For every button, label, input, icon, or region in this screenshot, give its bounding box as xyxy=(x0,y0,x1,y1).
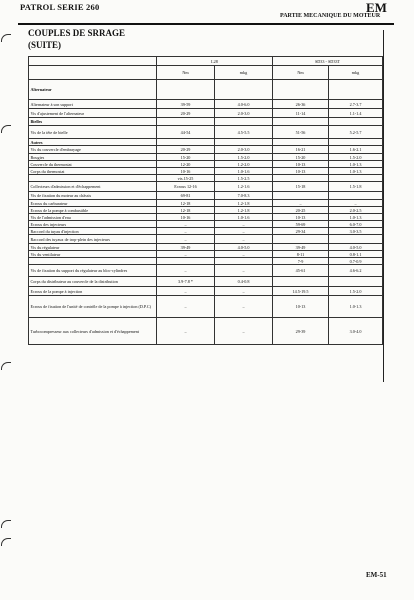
binder-ring-mark xyxy=(1,520,11,528)
torque-value: 10-16 xyxy=(157,168,215,175)
torque-value: – xyxy=(215,228,273,235)
torque-value: 2.0-2.5 xyxy=(329,207,383,214)
torque-value: 1.2-1.6 xyxy=(215,182,273,192)
torque-value: – xyxy=(157,251,215,258)
torque-value: – xyxy=(215,235,273,244)
table-row xyxy=(29,221,383,228)
torque-value: 1.0-1.6 xyxy=(215,168,273,175)
torque-value: 1.5-2.0 xyxy=(329,154,383,161)
row-label: Ecrous de la pompe à injection xyxy=(29,287,157,296)
table-row xyxy=(29,154,383,161)
torque-value: 69-81 xyxy=(157,192,215,200)
torque-value: 15-18 xyxy=(273,182,329,192)
table-row xyxy=(29,258,383,265)
row-label: Alternateur xyxy=(29,80,157,100)
torque-value: 7.0-8.3 xyxy=(215,192,273,200)
torque-value xyxy=(157,139,215,146)
row-label: Vis du régulateur xyxy=(29,244,157,251)
torque-value: 15-20 xyxy=(273,154,329,161)
margin-line xyxy=(383,30,384,382)
torque-value: 3.9-7.8 * xyxy=(157,277,215,287)
torque-value: 4.6-6.2 xyxy=(329,265,383,277)
torque-value xyxy=(329,277,383,287)
table-row xyxy=(29,277,383,287)
torque-value: – xyxy=(157,318,215,345)
torque-value: 20-25 xyxy=(273,207,329,214)
section-code: EM xyxy=(366,0,387,15)
torque-value: 29-34 xyxy=(273,228,329,235)
page-title: COUPLES DE SRRAGE xyxy=(28,28,126,38)
torque-value: 12-20 xyxy=(157,161,215,168)
torque-value: 2.7-3.7 xyxy=(329,100,383,109)
torque-value: 45-61 xyxy=(273,265,329,277)
torque-value: 15-20 xyxy=(157,154,215,161)
torque-value xyxy=(273,277,329,287)
row-label: Turbocompresseur aux collecteurs d'admission et d'échappement xyxy=(29,318,157,345)
torque-value xyxy=(215,258,273,265)
table-row xyxy=(29,207,383,214)
torque-value: 1.2-1.8 xyxy=(215,200,273,207)
torque-value: 4.5-5.5 xyxy=(215,126,273,139)
torque-value: 26-36 xyxy=(273,100,329,109)
torque-value xyxy=(273,192,329,200)
torque-value: 1.5-2.5 xyxy=(215,175,273,182)
torque-value: 14.5-19.5 xyxy=(273,287,329,296)
torque-table xyxy=(28,56,383,345)
row-label: Autres xyxy=(29,139,157,146)
table-category-row xyxy=(29,80,383,100)
row-label: Ecrous de la pompe à combustible xyxy=(29,207,157,214)
group-header-sd33: SD33 - SD33T xyxy=(273,57,383,66)
torque-value xyxy=(157,258,215,265)
torque-value xyxy=(329,235,383,244)
row-label: Vis de la tête de bielle xyxy=(29,126,157,139)
torque-value: 44-54 xyxy=(157,126,215,139)
torque-value: 1.0-1.6 xyxy=(215,214,273,221)
row-label: Ecrous des injecteurs xyxy=(29,221,157,228)
table-row xyxy=(29,265,383,277)
torque-value xyxy=(329,192,383,200)
row-label: Vis d'ajustement de l'alternateur xyxy=(29,109,157,118)
torque-value xyxy=(157,80,215,100)
torque-value: 10-13 xyxy=(273,161,329,168)
table-row xyxy=(29,235,383,244)
table-category-row xyxy=(29,118,383,126)
torque-value: – xyxy=(157,221,215,228)
row-label: Raccord des tuyaux de trop-plein des injecteurs xyxy=(29,235,157,244)
table-row xyxy=(29,192,383,200)
table-corner-cell xyxy=(29,66,157,80)
table-row xyxy=(29,214,383,221)
unit-header: Nm xyxy=(157,66,215,80)
table-row xyxy=(29,287,383,296)
table-row xyxy=(29,251,383,258)
torque-value xyxy=(329,118,383,126)
page-title-suffix: (SUITE) xyxy=(28,40,62,50)
binder-ring-mark xyxy=(1,538,11,546)
table-row xyxy=(29,318,383,345)
torque-value: 6.0-7.0 xyxy=(329,221,383,228)
torque-value: 12-18 xyxy=(157,207,215,214)
torque-value: – xyxy=(215,318,273,345)
torque-value: 10-16 xyxy=(157,214,215,221)
torque-value: 3.0-4.0 xyxy=(329,318,383,345)
table-row xyxy=(29,100,383,109)
row-label: Ecrous du carburateur xyxy=(29,200,157,207)
table-row xyxy=(29,175,383,182)
header-rule xyxy=(18,23,394,25)
group-header-l28: L28 xyxy=(157,57,273,66)
torque-value: – xyxy=(215,287,273,296)
binder-ring-mark xyxy=(1,125,11,133)
torque-value: 11-14 xyxy=(273,109,329,118)
table-row xyxy=(29,146,383,154)
row-label: Raccord du tuyau d'injection xyxy=(29,228,157,235)
torque-value: 59-69 xyxy=(273,221,329,228)
torque-value: – xyxy=(329,200,383,207)
row-label: Alternateur à son support xyxy=(29,100,157,109)
torque-value: 20-29 xyxy=(157,109,215,118)
table-row xyxy=(29,182,383,192)
torque-value: 8-11 xyxy=(273,251,329,258)
torque-value: 2.0-3.0 xyxy=(215,146,273,154)
row-label: Vis de fixation du support du régulateur au bloc-cylindres xyxy=(29,265,157,277)
torque-table-body xyxy=(29,80,383,345)
torque-value: 5.2-5.7 xyxy=(329,126,383,139)
torque-value: 1.0-1.3 xyxy=(329,168,383,175)
torque-value: – xyxy=(215,296,273,318)
torque-value: 51-56 xyxy=(273,126,329,139)
torque-value: 4.0-5.0 xyxy=(215,244,273,251)
torque-value: – xyxy=(157,287,215,296)
torque-value xyxy=(273,118,329,126)
torque-value xyxy=(215,80,273,100)
row-label: Bielles xyxy=(29,118,157,126)
torque-value: 3.0-3.5 xyxy=(329,228,383,235)
torque-value: – xyxy=(157,296,215,318)
torque-value xyxy=(273,235,329,244)
row-label xyxy=(29,175,157,182)
torque-value: – xyxy=(215,251,273,258)
unit-header: mkg xyxy=(329,66,383,80)
torque-value: 1.2-2.0 xyxy=(215,161,273,168)
torque-value: 20-29 xyxy=(157,146,215,154)
table-row xyxy=(29,200,383,207)
torque-value xyxy=(329,80,383,100)
row-label xyxy=(29,258,157,265)
torque-value: 10-13 xyxy=(273,214,329,221)
binder-ring-mark xyxy=(1,362,11,370)
torque-value xyxy=(273,175,329,182)
torque-value: 0.4-0.8 xyxy=(215,277,273,287)
table-corner-cell xyxy=(29,57,157,66)
torque-value: 0.7-0.9 xyxy=(329,258,383,265)
torque-value: 1.0-1.3 xyxy=(329,296,383,318)
torque-value: 4.0-6.0 xyxy=(215,100,273,109)
torque-value xyxy=(329,175,383,182)
row-label: Vis du couvercle d'embrayage xyxy=(29,146,157,154)
table-row xyxy=(29,296,383,318)
torque-value: 7-9 xyxy=(273,258,329,265)
section-subtitle: PARTIE MECANIQUE DU MOTEUR xyxy=(280,13,381,19)
torque-value: 1.5-2.0 xyxy=(215,154,273,161)
row-label: Corps du thermostat xyxy=(29,168,157,175)
page-header-left: PATROL SERIE 260 xyxy=(20,2,100,12)
torque-value: 10-13 xyxy=(273,296,329,318)
torque-value: 39-59 xyxy=(157,100,215,109)
torque-value xyxy=(273,80,329,100)
torque-value: 29-39 xyxy=(273,318,329,345)
table-unit-header-row xyxy=(29,66,383,80)
torque-value xyxy=(273,139,329,146)
torque-value: vis.15-25 xyxy=(157,175,215,182)
torque-value: 1.1-1.4 xyxy=(329,109,383,118)
torque-value: – xyxy=(273,200,329,207)
row-label: Vis de fixation du moteur au châssis xyxy=(29,192,157,200)
row-label: Ecrous de fixation de l'unité de contrôle de la pompe à injection (D.P.C) xyxy=(29,296,157,318)
torque-value: – xyxy=(215,221,273,228)
row-label: Corps du distributeur au couvercle de la distribution xyxy=(29,277,157,287)
torque-value: – xyxy=(215,265,273,277)
row-label: Vis de l'admission d'eau xyxy=(29,214,157,221)
binder-ring-mark xyxy=(1,34,11,42)
torque-value xyxy=(215,118,273,126)
torque-value: 1.5-2.0 xyxy=(329,287,383,296)
torque-value: 10-13 xyxy=(273,168,329,175)
row-label: Collecteurs d'admission et d'échappement xyxy=(29,182,157,192)
torque-value: – xyxy=(157,265,215,277)
row-label: Bougies xyxy=(29,154,157,161)
torque-value: 0.8-1.1 xyxy=(329,251,383,258)
torque-value: – xyxy=(157,228,215,235)
torque-value: 1.5-1.8 xyxy=(329,182,383,192)
torque-value: – xyxy=(157,235,215,244)
torque-value: 39-49 xyxy=(273,244,329,251)
table-group-header-row xyxy=(29,57,383,66)
table-row xyxy=(29,168,383,175)
torque-value xyxy=(329,139,383,146)
table-category-row xyxy=(29,139,383,146)
table-row xyxy=(29,228,383,235)
torque-value: 1.2-1.8 xyxy=(215,207,273,214)
torque-value: 16-21 xyxy=(273,146,329,154)
unit-header: Nm xyxy=(273,66,329,80)
row-label: Couvercle du thermostat xyxy=(29,161,157,168)
torque-value: Ecrous 12-16 xyxy=(157,182,215,192)
unit-header: mkg xyxy=(215,66,273,80)
torque-value: 1.6-2.1 xyxy=(329,146,383,154)
torque-value: 12-18 xyxy=(157,200,215,207)
table-row xyxy=(29,161,383,168)
table-row xyxy=(29,244,383,251)
torque-value: 4.0-5.0 xyxy=(329,244,383,251)
torque-value: 2.0-3.0 xyxy=(215,109,273,118)
torque-value xyxy=(157,118,215,126)
table-row xyxy=(29,126,383,139)
torque-value: 1.0-1.3 xyxy=(329,214,383,221)
row-label: Vis du ventilateur xyxy=(29,251,157,258)
page-number: EM-51 xyxy=(366,571,387,579)
table-row xyxy=(29,109,383,118)
torque-value: 1.0-1.3 xyxy=(329,161,383,168)
torque-value xyxy=(215,139,273,146)
torque-value: 39-49 xyxy=(157,244,215,251)
